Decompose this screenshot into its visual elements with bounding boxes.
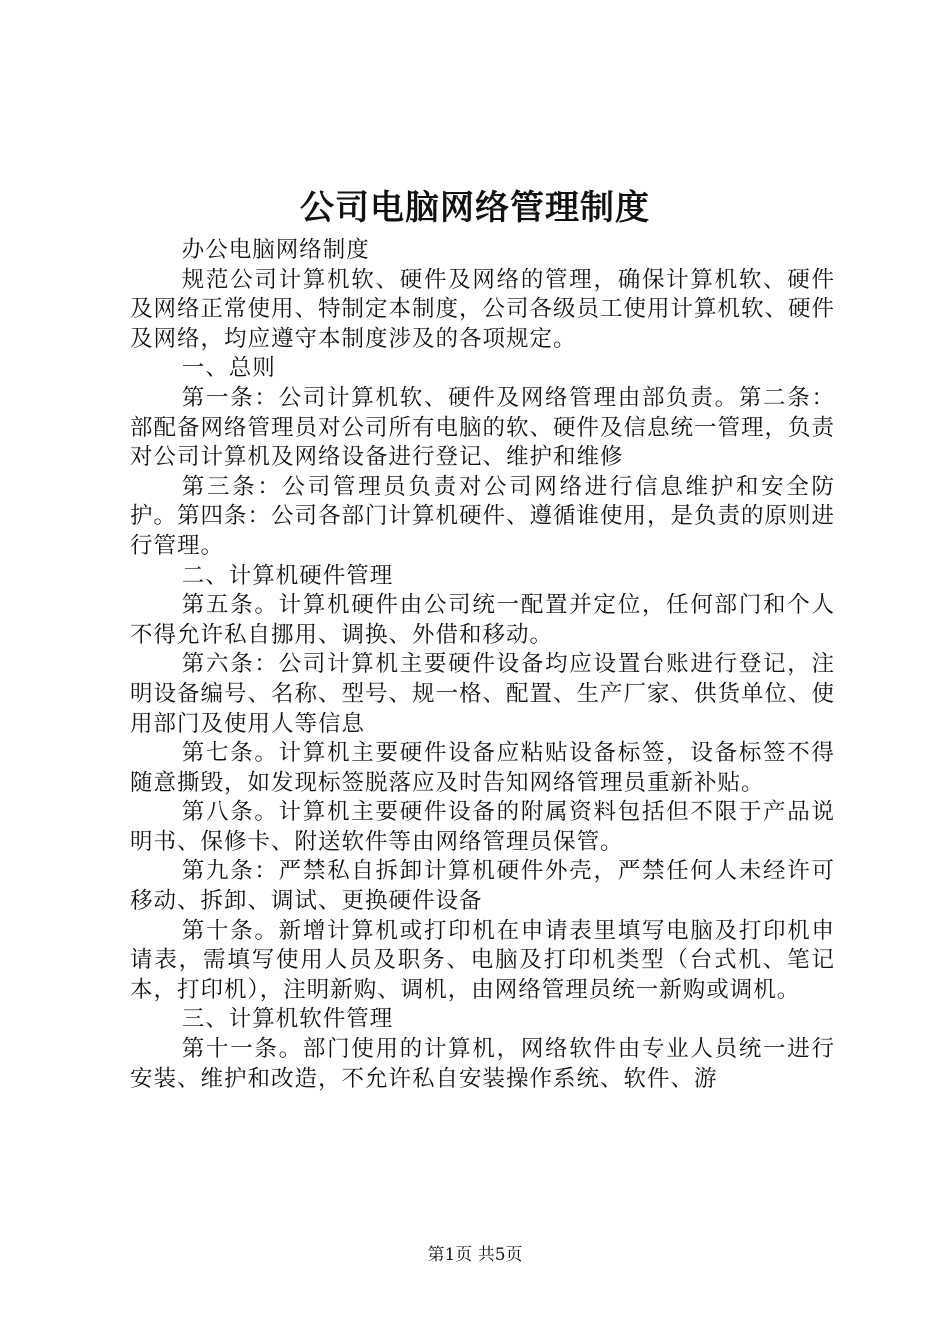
paragraph-article-1-2: 第一条：公司计算机软、硬件及网络管理由部负责。第二条：部配备网络管理员对公司所有电脑的软、硬件及信息统一管理，负责对公司计算机及网络设备进行登记、维护和维修 <box>130 384 836 471</box>
paragraph-intro: 规范公司计算机软、硬件及网络的管理，确保计算机软、硬件及网络正常使用、特制定本制度，公司各级员工使用计算机软、硬件及网络，均应遵守本制度涉及的各项规定。 <box>130 266 836 352</box>
paragraph-article-8: 第八条。计算机主要硬件设备的附属资料包括但不限于产品说明书、保修卡、附送软件等由网络管理员保管。 <box>130 799 835 855</box>
paragraph-article-7: 第七条。计算机主要硬件设备应粘贴设备标签，设备标签不得随意撕毁，如发现标签脱落应及时告知网络管理员重新补贴。 <box>130 740 835 796</box>
paragraph-article-6: 第六条：公司计算机主要硬件设备均应设置台账进行登记，注明设备编号、名称、型号、规一格、配置、生产厂家、供货单位、使用部门及使用人等信息 <box>130 651 836 737</box>
paragraph-article-9: 第九条：严禁私自拆卸计算机硬件外壳，严禁任何人未经许可移动、拆卸、调试、更换硬件设备 <box>130 858 835 915</box>
paragraph-subtitle: 办公电脑网络制度 <box>181 237 370 263</box>
section-heading-software: 三、计算机软件管理 <box>181 1006 394 1033</box>
paragraph-article-10: 第十条。新增计算机或打印机在申请表里填写电脑及打印机申请表，需填写使用人员及职务、电脑及打印机类型（台式机、笔记本，打印机），注明新购、调机，由网络管理员统一新购或调机。 <box>130 917 835 1003</box>
document-body <box>130 236 835 1094</box>
section-heading-hardware: 二、计算机硬件管理 <box>181 562 394 589</box>
page-footer: 第1页 共5页 <box>427 1245 523 1265</box>
paragraph-article-3-4: 第三条：公司管理员负责对公司网络进行信息维护和安全防护。第四条：公司各部门计算机硬件、遵循谁使用，是负责的原则进行管理。 <box>130 473 836 559</box>
paragraph-article-11: 第十一条。部门使用的计算机，网络软件由专业人员统一进行安装、维护和改造，不允许私自安装操作系统、软件、游 <box>130 1036 835 1092</box>
paragraph-article-5: 第五条。计算机硬件由公司统一配置并定位，任何部门和个人不得允许私自挪用、调换、外借和移动。 <box>130 592 835 648</box>
document-title: 公司电脑网络管理制度 <box>300 188 650 228</box>
section-heading-general: 一、总则 <box>181 355 276 382</box>
